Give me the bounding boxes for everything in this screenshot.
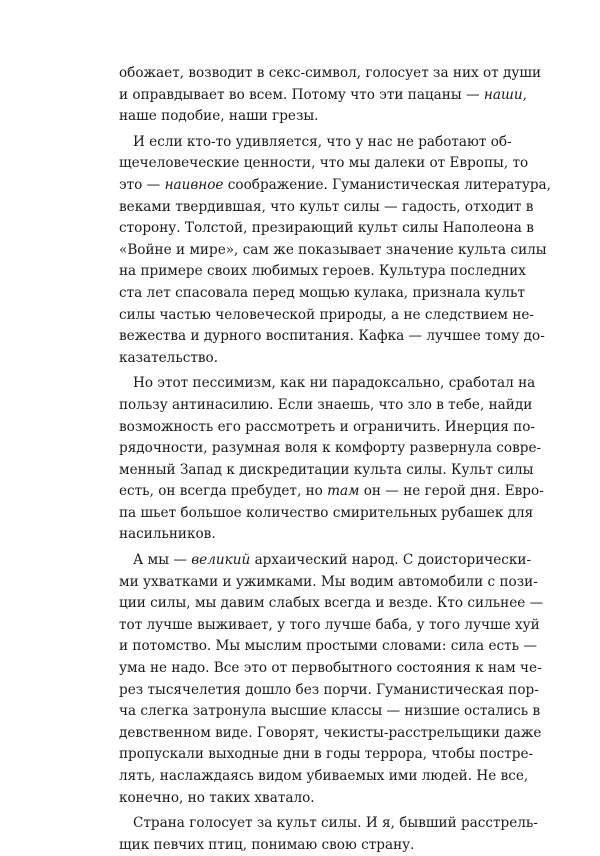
text-line: И если кто-то удивляется, что у нас не работают об-	[133, 133, 512, 150]
text-line: пользу антинасилию. Если знаешь, что зло в тебе, найди	[119, 396, 533, 413]
emphasis: наши	[483, 86, 523, 103]
text-line: и оправдывает во всем. Потому что эти пацаны — наши,	[119, 86, 527, 103]
text-line: тот лучше выживает, у того лучше баба, у того лучше хуй	[119, 616, 540, 633]
text-line: силы частью человеческой природы, а не следствием не-	[119, 306, 535, 323]
text-line: ста лет спасовала перед мощью кулака, признала культ	[119, 284, 525, 301]
paragraph	[119, 373, 544, 546]
text-line: конечно, но таких хватало.	[119, 789, 315, 806]
text-line: рез тысячелетия дошло без порчи. Гуманистическая пор-	[119, 681, 539, 698]
text-line: рядочности, разумная воля к комфорту развернула совре-	[119, 440, 542, 457]
text-line: А мы — великий архаический народ. С доисторически-	[133, 552, 532, 569]
paragraph	[119, 550, 544, 809]
emphasis: наивное	[164, 176, 224, 193]
paragraph	[119, 813, 538, 856]
emphasis: там	[327, 483, 360, 500]
text-line: ции силы, мы давим слабых всегда и везде. Кто сильнее —	[119, 595, 544, 612]
text-line: обожает, возводит в секс-символ, голосует за них от души	[119, 65, 542, 81]
text-line: и потомство. Мы мыслим простыми словами: сила есть —	[119, 638, 537, 655]
text-line: щик певчих птиц, понимаю свою страну.	[119, 836, 415, 853]
text-line: насильников.	[119, 526, 216, 543]
text-line: щечеловеческие ценности, что мы далеки от Европы, то	[119, 155, 529, 172]
text-line: на примере своих любимых героев. Культура последних	[119, 263, 526, 280]
text-line: есть, он всегда пребудет, но там он — не герой дня. Евро-	[119, 483, 544, 500]
paragraph	[119, 63, 542, 128]
text-line: Но этот пессимизм, как ни парадоксально, сработал на	[133, 375, 536, 392]
text-line: ми ухватками и ужимками. Мы водим автомобили с пози-	[119, 573, 538, 590]
text-line: ча слегка затронула высшие классы — низшие остались в	[119, 703, 541, 720]
text-line: па шьет большое количество смирительных рубашек для	[119, 504, 534, 521]
body-text	[119, 63, 551, 856]
text-line: веками твердившая, что культ силы — гадость, отходит в	[119, 198, 534, 215]
text-line: «Войне и мире», сам же показывает значение культа силы	[119, 241, 547, 258]
text-line: пропускали выходные дни в годы террора, чтобы постре-	[119, 746, 534, 763]
text-line: девственном виде. Говорят, чекисты-расстрельщики даже	[119, 724, 542, 741]
text-line: возможность его рассмотреть и ограничить. Инерция по-	[119, 418, 536, 435]
text-line: сторону. Толстой, презирающий культ силы Наполеона в	[119, 220, 534, 237]
text-line: лять, наслаждаясь видом убиваемых ими людей. Не все,	[119, 768, 529, 784]
text-line: это — наивное соображение. Гуманистическая литература,	[119, 176, 551, 193]
paragraph	[119, 132, 551, 370]
text-line: казательство.	[119, 349, 219, 366]
text-line: ума не надо. Все это от первобытного состояния к нам че-	[119, 660, 542, 677]
text-line: менный Запад к дискредитации культа силы. Культ силы	[119, 461, 534, 478]
text-line: Страна голосует за культ силы. И я, бывший расстрель-	[133, 815, 538, 832]
text-line: вежества и дурного воспитания. Кафка — лучшее тому до-	[119, 328, 545, 345]
text-line: наше подобие, наши грезы.	[119, 108, 319, 125]
emphasis: великий	[191, 552, 251, 569]
